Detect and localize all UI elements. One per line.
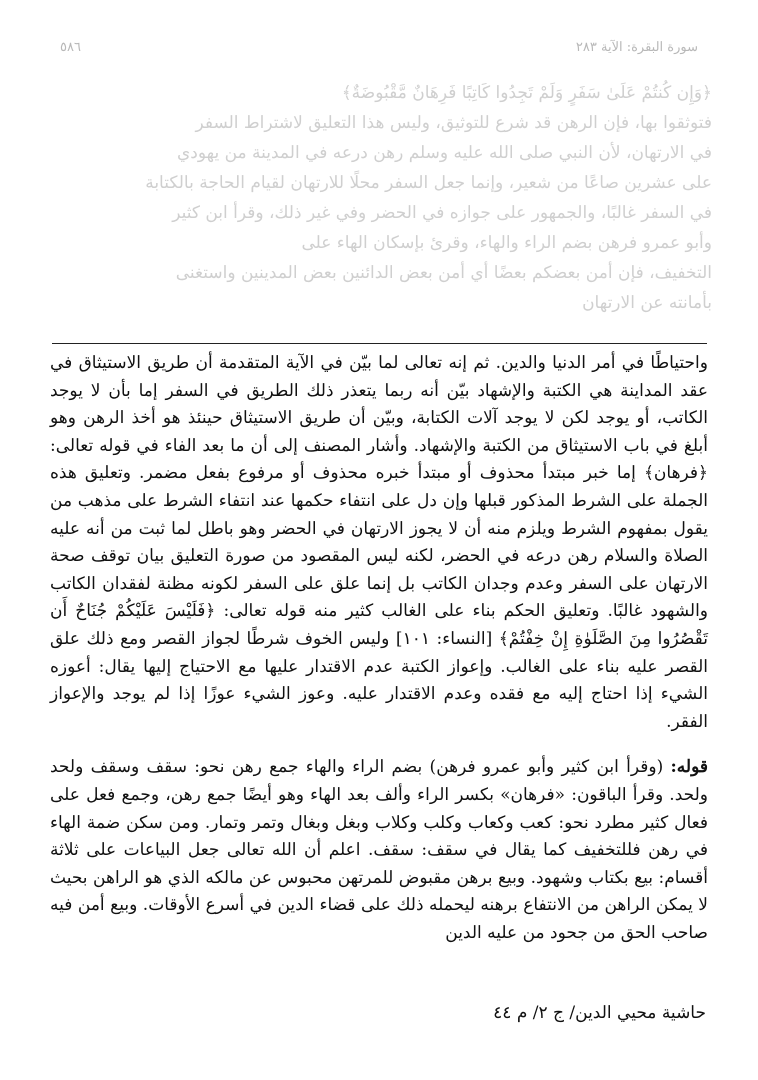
faded-line: ﴿وَإِن كُنتُمْ عَلَىٰ سَفَرٍ وَلَمْ تَجِدُوا كَاتِبًا فَرِهَانٌ مَّقْبُوضَةٌ﴾ [341, 83, 712, 103]
footer-signature: حاشية محيي الدين/ ج ٢/ م ٤٤ [493, 1003, 706, 1023]
commentary-paragraph [50, 754, 708, 947]
separator-rule [52, 343, 707, 344]
faded-line: وأبو عمرو فرهن بضم الراء والهاء، وقرئ بإسكان الهاء على [301, 233, 712, 253]
faded-line: التخفيف، فإن أمن بعضكم بعضًا أي أمن بعض الدائنين بعض المدينين واستغنى [175, 263, 712, 283]
body-paragraph: واحتياطًا في أمر الدنيا والدين. ثم إنه تعالى لما بيّن في الآية المتقدمة أن طريق الاستيثاق في عقد المداينة هي الكتبة والإشهاد بيّن أنه ربما يتعذر ذلك الطريق في السفر إما بأن لا يوجد الكاتب، أو يوجد لكن لا يوجد آلات الكتابة، وبيّن أن طريق الاستيثاق حينئذ هو أخذ الرهن وهو أبلغ في باب الاستيثاق من الكتبة والإشهاد. وأشار المصنف إلى أن ما بعد الفاء في قوله تعالى: ﴿فرهان﴾ إما خبر مبتدأ محذوف أو مبتدأ خبره محذوف أو مرفوع بفعل مضمر. وتعليق هذه الجملة على الشرط المذكور قبلها وإن دل على انتفاء حكمها عند انتفاء الشرط على مذهب من يقول بمفهوم الشرط ويلزم منه أن لا يجوز الارتهان في الحضر وهو باطل لما ثبت من أنه عليه الصلاة والسلام رهن درعه في الحضر، لكنه ليس المقصود من صورة التعليق بيان توقف صحة الارتهان على السفر وعدم وجدان الكاتب بل إنما علق على السفر لكونه مظنة لفقدان الكاتب والشهود غالبًا. وتعليق الحكم بناء على الغالب كثير منه قوله تعالى: ﴿فَلَيْسَ عَلَيْكُمْ جُنَاحٌ أَن تَقْصُرُوا مِنَ الصَّلَوٰةِ إِنْ خِفْتُمْ﴾ [النساء: ١٠١] وليس الخوف شرطًا لجواز القصر ومع ذلك علق القصر عليه بناء على الغالب. وإعواز الكتبة عدم الاقتدار عليها مع الاحتياج إليها يقال: أعوزه الشيء إذا احتاج إليه مع فقده وعدم الاقتدار عليه. وعوز الشيء عوزًا إذا لم يوجد والإعواز الفقر. [50, 353, 708, 732]
faded-line: في الارتهان، لأن النبي صلى الله عليه وسلم رهن درعه في المدينة من يهودي [176, 143, 712, 163]
faded-line: بأمانته عن الارتهان [582, 293, 712, 313]
running-head [60, 40, 698, 55]
main-text [50, 350, 708, 947]
page-number: ٥٨٦ [60, 40, 81, 55]
faded-line: على عشرين صاعًا من شعير، وإنما جعل السفر محلًا للارتهان لقيام الحاجة بالكتابة [145, 173, 712, 193]
faded-line: في السفر غالبًا، والجمهور على جوازه في الحضر وفي غير ذلك، وقرأ ابن كثير [172, 203, 712, 223]
faded-upper-text [52, 78, 712, 318]
commentary-text: (وقرأ ابن كثير وأبو عمرو فرهن) بضم الراء والهاء جمع رهن نحو: سقف وسقف ولحد ولحد. وقرأ الباقون: «فرهان» بكسر الراء وألف بعد الهاء وهو أيضًا جمع رهن، وجمع فعل على فعال كثير مطرد نحو: كعب وكعاب وكلب وكلاب وبغل وبغال وتمر وتمار. ومن سكن ضمة الهاء في رهن فللتخفيف كما يقال في سقف: سقف. اعلم أن الله تعالى جعل البياعات على ثلاثة أقسام: بيع بكتاب وشهود. وبيع برهن مقبوض للمرتهن محبوس عن مالكه الذي هو الراهن بحيث لا يمكن الراهن من الانتفاع برهنه ليحمله ذلك على قضاء الدين في أسرع الأوقات. وبيع أمن فيه صاحب الحق من جحود من عليه الدين [50, 757, 708, 943]
commentary-keyword: قوله: [670, 757, 708, 778]
running-title: سورة البقرة: الآية ٢٨٣ [575, 40, 698, 55]
faded-line: فتوثقوا بها، فإن الرهن قد شرع للتوثيق، وليس هذا التعليق لاشتراط السفر [195, 113, 712, 133]
paragraph-gap [50, 736, 708, 754]
